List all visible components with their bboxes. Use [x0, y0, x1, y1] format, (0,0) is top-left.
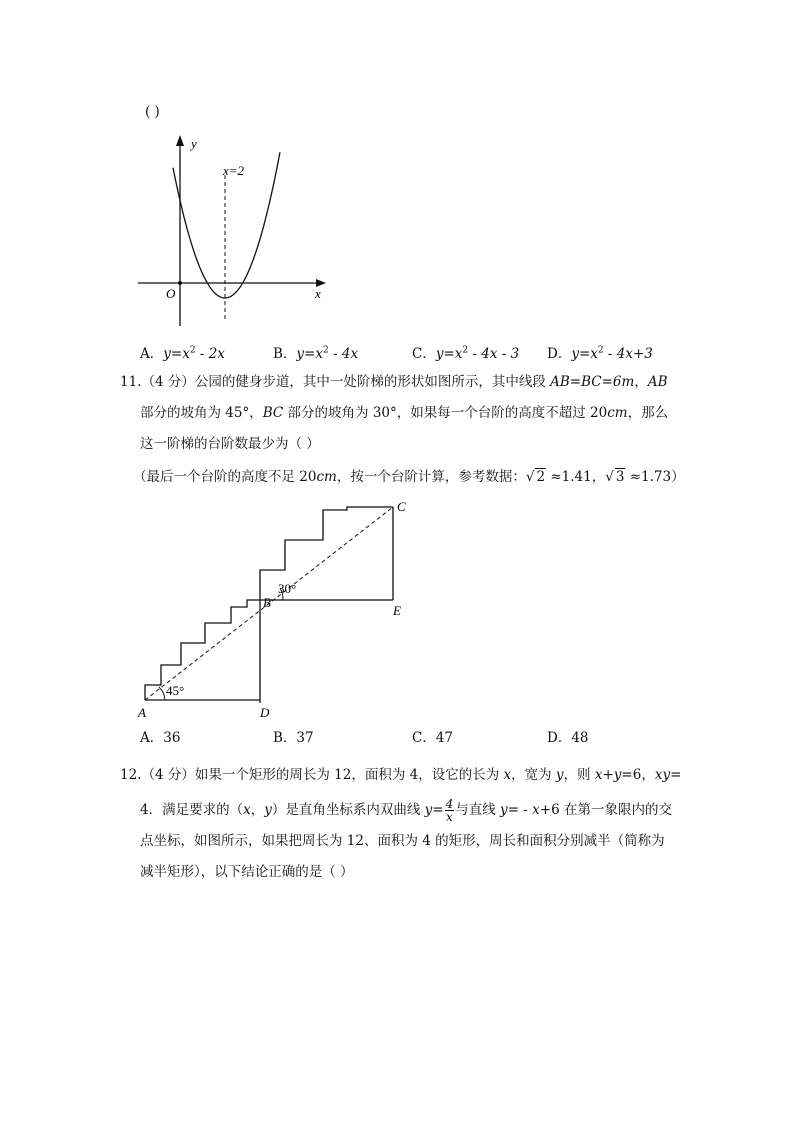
- option-expr: y=x: [296, 346, 323, 362]
- option-letter: C．: [412, 346, 436, 362]
- q12-line-3: 点坐标，如图所示，如果把周长为 12、面积为 4 的矩形，周长和面积分别减半（简称为: [140, 833, 665, 849]
- option-expr-tail: - 2x: [195, 346, 225, 362]
- option-exponent: 2: [597, 345, 604, 356]
- lower-staircase: [145, 600, 260, 700]
- q11-option-b[interactable]: B．37: [273, 730, 314, 746]
- point-E-label: E: [393, 603, 401, 618]
- x-axis-label: x: [315, 286, 321, 301]
- q11-line-2: 部分的坡角为 45°，BC 部分的坡角为 30°，如果每一个台阶的高度不超过 20cm，那么: [140, 405, 669, 421]
- point-C-label: C: [397, 499, 406, 514]
- option-expr: y=x: [435, 346, 463, 362]
- q10-option-b[interactable]: [273, 344, 358, 364]
- q11-line-1: 11.（4 分）公园的健身步道，其中一处阶梯的形状如图所示，其中线段 AB=BC=6m，AB: [120, 374, 668, 390]
- option-expr-tail: - 4x+3: [603, 346, 653, 362]
- option-expr: y=x: [163, 346, 190, 362]
- q10-option-d[interactable]: [547, 344, 653, 364]
- q11-option-a[interactable]: A．36: [140, 730, 181, 746]
- origin-label: O: [166, 286, 176, 301]
- angle-30-label: 30°: [278, 581, 297, 596]
- y-axis-arrow-icon: [176, 135, 184, 146]
- staircase-figure: [135, 495, 415, 720]
- sqrt-radicand: 2: [536, 469, 546, 485]
- origin-point: [178, 281, 182, 285]
- option-letter: A．: [140, 346, 164, 362]
- q10-answer-paren: ( ): [145, 104, 160, 120]
- q12-line-4: 减半矩形），以下结论正确的是（ ）: [140, 864, 354, 880]
- q11-line-4: （最后一个台阶的高度不足 20cm，按一个台阶计算，参考数据：√ 2 ≈1.41，√ 3 ≈1.73）: [133, 469, 685, 485]
- q12-line-2: 4．满足要求的（x，y）是直角坐标系内双曲线 y= $\frac{4}{x}$ 与直线 y= - x+6 在第一象限内的交: [140, 797, 672, 824]
- option-exponent: 2: [189, 345, 196, 356]
- angle-45-arc: [159, 687, 165, 700]
- q11-line-3: 这一阶梯的台阶数最少为（ ）: [140, 436, 320, 452]
- q11-option-d[interactable]: D．48: [547, 730, 589, 746]
- y-axis-label: y: [191, 136, 197, 151]
- point-D-label: D: [260, 705, 270, 720]
- q11-option-c[interactable]: C．47: [412, 730, 454, 746]
- sqrt-icon: √: [525, 469, 535, 485]
- sqrt-icon: √: [605, 469, 614, 485]
- option-exponent: 2: [322, 345, 329, 356]
- option-letter: D．: [547, 346, 572, 362]
- parabola-graph: [130, 130, 340, 330]
- point-B-label: B: [263, 595, 271, 610]
- option-expr-tail: - 4x: [328, 346, 359, 362]
- option-exponent: 2: [462, 345, 469, 356]
- fraction-4-over-x: $\frac{4}{x}$: [445, 797, 454, 824]
- option-expr-tail: - 4x - 3: [468, 346, 520, 362]
- symmetry-axis-label: x=2: [223, 163, 245, 178]
- angle-45-label: 45°: [166, 683, 185, 698]
- option-letter: B．: [273, 346, 297, 362]
- q12-line-1: 12.（4 分）如果一个矩形的周长为 12，面积为 4，设它的长为 x，宽为 y，则 x+y=6，xy=: [120, 767, 682, 783]
- option-expr: y=x: [571, 346, 598, 362]
- q10-option-c[interactable]: [412, 344, 519, 364]
- sqrt-radicand: 3: [615, 469, 625, 485]
- q10-option-a[interactable]: [140, 344, 225, 364]
- point-A-label: A: [138, 705, 146, 720]
